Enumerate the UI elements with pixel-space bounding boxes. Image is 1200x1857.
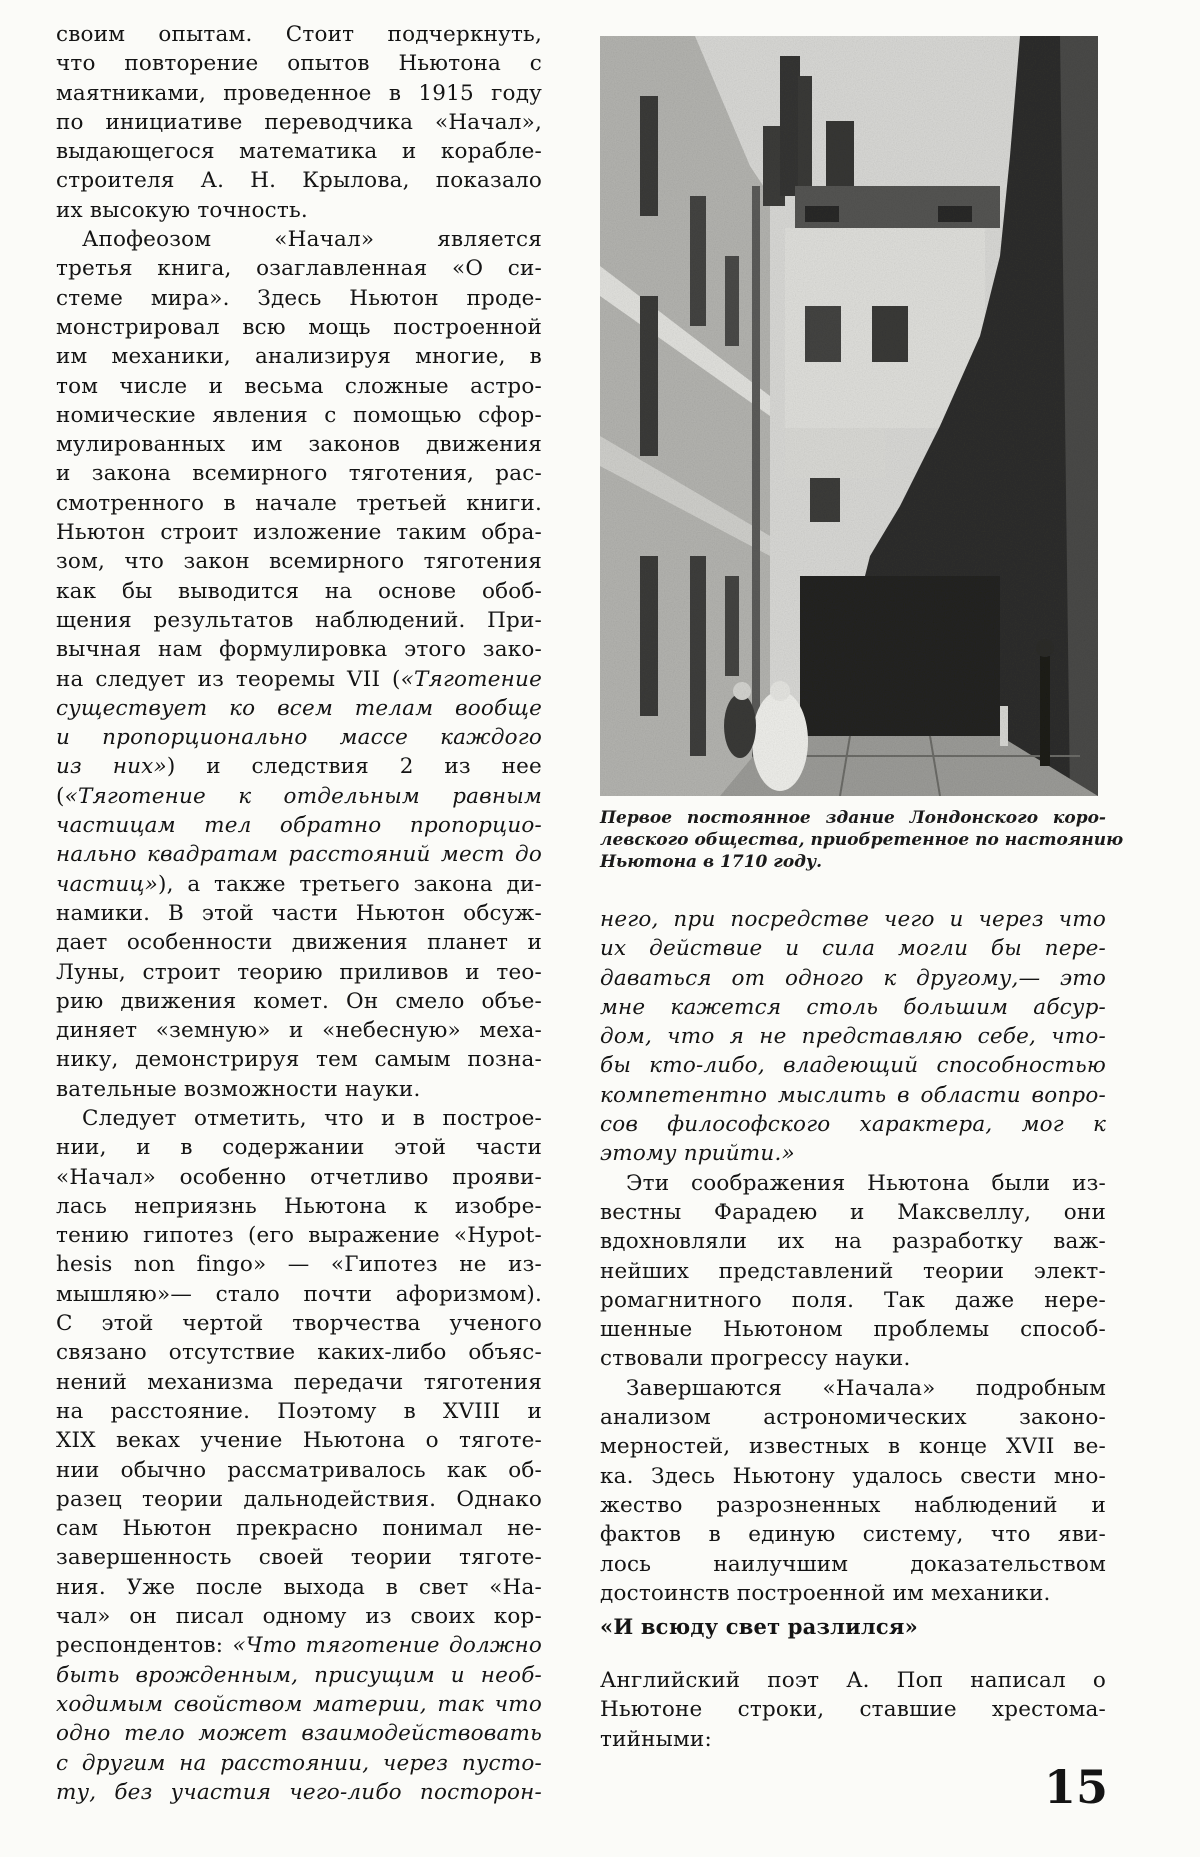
text-line (56, 20, 542, 49)
text-run: достоинств построенной им механики. (600, 1580, 1051, 1606)
text-line (56, 1514, 542, 1543)
right-text-column (600, 905, 1106, 1608)
text-run: Ньютон строит изложение таким обра- (56, 520, 542, 546)
text-line (56, 694, 542, 723)
text-run: Эти соображения Ньютона были из- (626, 1170, 1106, 1196)
text-line (56, 79, 542, 108)
italic-text-run: нально квадратам расстояний мест до (56, 842, 542, 868)
text-line (56, 1397, 542, 1426)
text-run: ромагнитного поля. Так даже нере- (600, 1287, 1106, 1313)
text-run: строителя А. Н. Крылова, показало (56, 168, 542, 194)
italic-text-run: «Тяготение к отдельным равным (64, 783, 542, 809)
italic-text-run: «Тяготение (400, 666, 542, 692)
text-run: на расстояние. Поэтому в XVIII и (56, 1398, 542, 1424)
italic-text-run: этому прийти.» (600, 1141, 795, 1167)
text-line (56, 1016, 542, 1045)
section-heading: «И всюду свет разлился» (600, 1614, 918, 1639)
text-line (56, 840, 542, 869)
text-line (56, 782, 542, 811)
text-line (600, 1374, 1106, 1403)
text-line (56, 342, 542, 371)
text-run: С этой чертой творчества ученого (56, 1311, 542, 1337)
text-run: нику, демонстрируя тем самым позна- (56, 1047, 542, 1073)
text-run: hesis non fingo» — «Гипотез не из- (56, 1252, 542, 1278)
text-line (56, 401, 542, 430)
text-run: что повторение опытов Ньютона с (56, 51, 542, 77)
text-run: разец теории дальнодействия. Однако (56, 1486, 542, 1512)
italic-text-run: ходимым свойством материи, так что (56, 1691, 542, 1717)
text-run: и закона всемирного тяготения, рас- (56, 461, 542, 487)
text-line (56, 1368, 542, 1397)
section-intro-text (600, 1666, 1106, 1754)
text-run: дает особенности движения планет и (56, 930, 542, 956)
text-line (56, 870, 542, 899)
text-line (56, 606, 542, 635)
text-run: нений механизма передачи тяготения (56, 1369, 542, 1395)
italic-text-run: бы кто-либо, владеющий способностью (600, 1053, 1106, 1079)
text-line (600, 1169, 1106, 1198)
caption-line: Первое постоянное здание Лондонского коро- (600, 808, 1106, 828)
italic-text-run: него, при посредстве чего и через что (600, 907, 1106, 932)
text-run: ( (56, 783, 65, 809)
text-line (600, 1257, 1106, 1286)
text-line (56, 1309, 542, 1338)
page-number: 15 (1043, 1760, 1108, 1814)
text-line (56, 1163, 542, 1192)
text-line (56, 723, 542, 752)
text-run: лось наилучшим доказательством (600, 1551, 1106, 1577)
text-run: рию движения комет. Он смело объе- (56, 988, 542, 1014)
text-line (56, 1631, 542, 1660)
figure-woman (752, 691, 808, 791)
text-line (56, 137, 542, 166)
text-line (600, 934, 1106, 963)
text-run: нейших представлений теории элект- (600, 1258, 1106, 1284)
text-run: стеме мира». Здесь Ньютон проде- (56, 285, 542, 311)
text-run: чал» он писал одному из своих кор- (56, 1604, 542, 1630)
text-run: вательные возможности науки. (56, 1076, 421, 1102)
courtyard-engraving-image (600, 36, 1098, 796)
text-run: ) и следствия 2 из нее (166, 754, 542, 780)
figure-photo (600, 36, 1098, 796)
text-line (56, 958, 542, 987)
text-run: том числе и весьма сложные астро- (56, 373, 542, 399)
text-line (56, 1045, 542, 1074)
text-run: вдохновляли их на разработку важ- (600, 1229, 1106, 1255)
text-line (56, 899, 542, 928)
text-line (56, 635, 542, 664)
text-line (600, 905, 1106, 934)
italic-text-run: одно тело может взаимодействовать (56, 1721, 542, 1747)
italic-text-run: с другим на расстоянии, через пусто- (56, 1750, 542, 1776)
text-run: ка. Здесь Ньютону удалось свести мно- (600, 1463, 1106, 1489)
italic-text-run: дом, что я не представляю себе, что- (600, 1024, 1106, 1050)
text-run: «Начал» особенно отчетливо прояви- (56, 1164, 542, 1190)
text-run: вестны Фарадею и Максвеллу, они (600, 1199, 1106, 1225)
text-line (56, 489, 542, 518)
text-line (56, 1221, 542, 1250)
text-run: лась неприязнь Ньютона к изобре- (56, 1193, 542, 1219)
italic-text-run: быть врожденным, присущим и необ- (56, 1662, 542, 1688)
italic-text-run: компетентно мыслить в области вопро- (600, 1082, 1106, 1108)
text-run: сам Ньютон прекрасно понимал не- (56, 1516, 542, 1542)
text-line (56, 1543, 542, 1572)
figure-caption (600, 807, 1124, 873)
text-line (56, 1690, 542, 1719)
text-run: анализом астрономических законо- (600, 1405, 1106, 1431)
text-line (56, 1338, 542, 1367)
text-line (56, 430, 542, 459)
text-line (56, 547, 542, 576)
text-line (600, 1462, 1106, 1491)
italic-text-run: ту, без участия чего-либо посторон- (56, 1779, 542, 1805)
text-run: щения результатов наблюдений. При- (56, 607, 542, 633)
text-line (56, 928, 542, 957)
text-line (600, 1139, 1106, 1168)
text-line (56, 577, 542, 606)
text-line (600, 993, 1106, 1022)
italic-text-run: мне кажется столь большим абсур- (600, 994, 1106, 1020)
text-line (56, 1719, 542, 1748)
text-line (56, 518, 542, 547)
text-run: номические явления с помощью сфор- (56, 402, 542, 428)
text-line (600, 1403, 1106, 1432)
text-line (600, 1695, 1106, 1724)
text-line (56, 1456, 542, 1485)
text-line (56, 1661, 542, 1690)
text-run: диняет «земную» и «небесную» меха- (56, 1018, 542, 1044)
text-line (600, 964, 1106, 993)
text-run: XIX веках учение Ньютона о тяготе- (56, 1428, 542, 1454)
text-run: мышляю»— стало почти афоризмом). (56, 1281, 542, 1307)
text-run: тийными: (600, 1726, 712, 1752)
text-run: Ньютоне строки, ставшие хрестома- (600, 1697, 1106, 1723)
text-line (56, 811, 542, 840)
text-line (600, 1081, 1106, 1110)
text-line (56, 49, 542, 78)
text-line (600, 1344, 1106, 1373)
text-run: фактов в единую систему, что яви- (600, 1522, 1106, 1548)
left-text-column (56, 20, 542, 1807)
text-run: мулированных им законов движения (56, 432, 542, 458)
text-run: по инициативе переводчика «Начал», (56, 109, 542, 135)
text-run: ), а также третьего закона ди- (158, 871, 542, 897)
text-run: их высокую точность. (56, 197, 308, 223)
text-line (56, 1778, 542, 1807)
text-line (600, 1550, 1106, 1579)
italic-text-run: из них» (56, 754, 167, 780)
text-line (56, 987, 542, 1016)
text-line (56, 665, 542, 694)
text-run: зом, что закон всемирного тяготения (56, 549, 542, 575)
text-line (56, 372, 542, 401)
text-run: смотренного в начале третьей книги. (56, 490, 542, 516)
text-line (600, 1022, 1106, 1051)
text-run: мерностей, известных в конце XVII ве- (600, 1434, 1106, 1460)
text-line (56, 1280, 542, 1309)
text-run: нии, и в содержании этой части (56, 1135, 542, 1161)
text-run: ствовали прогрессу науки. (600, 1346, 911, 1372)
text-run: вычная нам формулировка этого зако- (56, 637, 542, 663)
text-line (56, 1426, 542, 1455)
text-line (600, 1579, 1106, 1608)
text-run: выдающегося математика и корабле- (56, 139, 542, 165)
text-line (600, 1520, 1106, 1549)
text-run: тению гипотез (его выражение «Hypot- (56, 1223, 542, 1249)
text-line (56, 284, 542, 313)
text-line (56, 225, 542, 254)
text-run: шенные Ньютоном проблемы способ- (600, 1317, 1106, 1343)
text-line (56, 1133, 542, 1162)
italic-text-run: частиц» (56, 871, 159, 897)
italic-text-run: сов философского характера, мог к (600, 1112, 1106, 1138)
italic-text-run: частицам тел обратно пропорцио- (56, 813, 542, 839)
text-line (56, 108, 542, 137)
text-run: Английский поэт А. Поп написал о (600, 1668, 1106, 1693)
text-line (600, 1491, 1106, 1520)
text-run: Завершаются «Начала» подробным (626, 1375, 1106, 1401)
text-run: третья книга, озаглавленная «О си- (56, 256, 542, 282)
text-run: намики. В этой части Ньютон обсуж- (56, 900, 542, 926)
text-line (600, 1315, 1106, 1344)
italic-text-run: их действие и сила могли бы пере- (600, 936, 1106, 962)
text-line (600, 1227, 1106, 1256)
text-line (56, 1104, 542, 1133)
text-run: респондентов: (56, 1633, 233, 1659)
text-line (600, 1725, 1106, 1754)
figure-man (1040, 656, 1050, 766)
text-line (56, 752, 542, 781)
text-run: завершенность своей теории тяготе- (56, 1545, 542, 1571)
text-line (56, 254, 542, 283)
text-line (56, 1192, 542, 1221)
text-line (56, 313, 542, 342)
caption-line: левского общества, приобретенное по настоянию (600, 830, 1124, 850)
text-run: им механики, анализируя многие, в (56, 344, 542, 370)
text-line (600, 1666, 1106, 1695)
text-run: Следует отметить, что и в построе- (82, 1105, 542, 1131)
text-run: Луны, строит теорию приливов и тео- (56, 959, 542, 985)
text-line (56, 459, 542, 488)
text-line (600, 1051, 1106, 1080)
text-line (56, 1602, 542, 1631)
text-run: нии обычно рассматривалось как об- (56, 1457, 542, 1483)
text-run: связано отсутствие каких-либо объяс- (56, 1340, 542, 1366)
text-run: на следует из теоремы VII ( (56, 666, 401, 692)
caption-line: Ньютона в 1710 году. (600, 852, 823, 872)
text-line (600, 1432, 1106, 1461)
text-line (56, 1250, 542, 1279)
text-line (56, 166, 542, 195)
text-line (56, 196, 542, 225)
italic-text-run: «Что тяготение должно (232, 1633, 542, 1659)
text-line (600, 1198, 1106, 1227)
italic-text-run: и пропорционально массе каждого (56, 725, 542, 751)
text-run: своим опытам. Стоит подчеркнуть, (56, 22, 542, 47)
text-run: ния. Уже после выхода в свет «На- (56, 1574, 542, 1600)
text-line (56, 1485, 542, 1514)
text-line (56, 1573, 542, 1602)
text-line (56, 1749, 542, 1778)
italic-text-run: даваться от одного к другому,— это (600, 965, 1106, 991)
text-run: монстрировал всю мощь построенной (56, 314, 542, 340)
text-run: как бы выводится на основе обоб- (56, 578, 542, 604)
text-run: жество разрозненных наблюдений и (600, 1492, 1106, 1518)
italic-text-run: существует ко всем телам вообще (56, 695, 542, 721)
text-line (600, 1286, 1106, 1315)
text-line (600, 1110, 1106, 1139)
text-line (56, 1075, 542, 1104)
text-run: Апофеозом «Начал» является (82, 227, 542, 253)
figure-child (724, 694, 756, 758)
text-run: маятниками, проведенное в 1915 году (56, 80, 542, 106)
